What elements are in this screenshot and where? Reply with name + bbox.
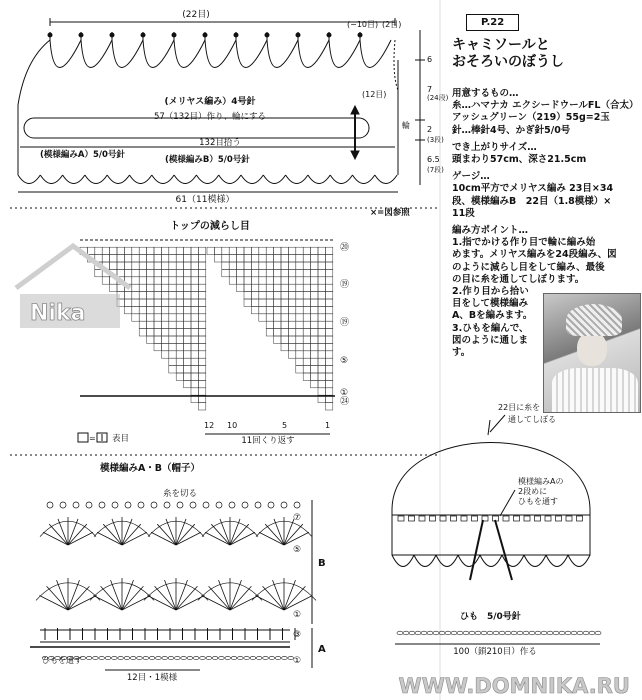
crochet-row-1b: ① <box>293 610 302 620</box>
pattern-a-label: (模様編みA）5/0号針 <box>40 150 125 160</box>
points-line-6: 目をして模様編み <box>452 298 529 310</box>
gauge-line-2: 段、模様編みB 22目（1.8模様）× <box>452 195 612 207</box>
model-photo <box>543 293 641 413</box>
page-number: P.22 <box>466 14 519 31</box>
cord-thread-label: ひもを通す <box>42 656 82 665</box>
title-line-1: キャミソールと <box>452 37 550 53</box>
hat-diagram <box>392 415 590 580</box>
dim-2: 2 <box>427 125 433 134</box>
section-a-label: A <box>318 644 326 655</box>
hat-band-note-2: 2段めに <box>518 487 548 496</box>
stockinette-label: (メリヤス編み）4号針 <box>164 97 256 107</box>
hat-top-note-1: 22目に糸を <box>498 403 541 412</box>
legend-eq: = <box>89 434 96 443</box>
size-value: 頭まわり57cm、深さ21.5cm <box>452 154 587 166</box>
crochet-row-7: ⑦ <box>293 513 302 523</box>
hat-top-note-2: 通してしぼる <box>508 415 556 424</box>
points-heading: 編み方ポイント… <box>452 225 529 237</box>
col-label-12: 12 <box>204 421 215 430</box>
dim-7-rows: (7段) <box>427 166 444 174</box>
minus-ten-label: (−10目) <box>347 20 379 29</box>
crochet-row-1a: ① <box>293 656 302 666</box>
twelve-stitch-label: (12目) <box>362 90 387 99</box>
decrease-ref: ×=図参照 <box>370 208 410 218</box>
cut-yarn-label: 糸を切る <box>162 489 198 499</box>
legend-knit: 表目 <box>112 434 130 444</box>
row-label-24: ㉔ <box>340 397 350 407</box>
points-line-10: す。 <box>452 347 471 359</box>
bottom-width-label: 61（11模様） <box>175 195 235 205</box>
size-heading: でき上がりサイズ… <box>452 141 537 153</box>
row-label-1: ① <box>340 388 349 398</box>
points-line-4: の目に糸を通してしぼります。 <box>452 273 585 285</box>
row-label-20: ⑳ <box>340 243 350 253</box>
nika-watermark <box>8 238 138 338</box>
pick-up-label: 132目拾う <box>199 138 241 148</box>
points-line-2: めます。メリヤス編みを24段編み、図 <box>452 249 617 261</box>
dim-3-rows: (3段) <box>427 136 444 144</box>
col-label-1: 1 <box>325 421 331 430</box>
dim-24: (24段) <box>427 94 449 102</box>
gauge-line-1: 10cm平方でメリヤス編み 23目×34 <box>452 183 614 195</box>
two-stitch-label: (2目) <box>382 20 402 29</box>
materials-color: アッシュグリーン（219）55g=2玉 <box>452 112 610 124</box>
hat-band-note-3: ひもを通す <box>518 497 558 506</box>
dim-6: 6 <box>427 55 433 64</box>
points-line-5: 2.作り目から拾い <box>452 286 529 298</box>
col-label-5: 5 <box>282 421 288 430</box>
title-line-2: おそろいのぼうし <box>452 54 564 70</box>
row-label-19a: ⑲ <box>340 280 350 290</box>
points-line-7: A、Bを編みます。 <box>452 310 533 322</box>
nika-logo-text: Nika <box>30 301 86 326</box>
dim-6-5: 6.5 <box>427 155 440 164</box>
gauge-line-3: 11段 <box>452 207 475 219</box>
crochet-row-3: ③ <box>293 630 302 640</box>
round-label: 輪 <box>402 121 410 130</box>
crochet-row-5: ⑤ <box>293 545 302 555</box>
materials-heading: 用意するもの… <box>452 88 519 99</box>
crochet-chart <box>30 502 316 660</box>
gauge-heading: ゲージ… <box>452 171 490 183</box>
materials-needles: 針…棒針4号、かぎ針5/0号 <box>452 124 571 136</box>
repeat-label: 11回くり返す <box>241 436 295 446</box>
decrease-title: トップの減らし目 <box>170 221 250 232</box>
hat-band-note-1: 模様編みAの <box>518 477 564 486</box>
row-label-19b: ⑲ <box>340 318 350 328</box>
top-width-label: (22目) <box>182 10 210 20</box>
pattern-title: 模様編みA・B（帽子） <box>99 463 201 474</box>
page-header <box>452 14 636 71</box>
materials-yarn: 糸…ハマナカ エクシードウールFL（合太） <box>452 100 639 112</box>
site-watermark: WWW.DOMNIKA.RU <box>398 674 630 698</box>
pattern-b-label: (模様編みB）5/0号針 <box>165 155 250 165</box>
cord-label: ひも 5/0号針 <box>460 612 521 622</box>
col-label-10: 10 <box>227 421 238 430</box>
points-line-8: 3.ひもを編んで、 <box>452 322 529 334</box>
section-b-label: B <box>318 558 326 569</box>
cast-on-label: 57（132目）作り、輪にする <box>153 112 267 122</box>
dim-7: 7 <box>427 85 433 94</box>
cord-length-label: 100（鎖210目）作る <box>453 647 537 657</box>
stitch-repeat-label: 12目・1模様 <box>126 673 178 683</box>
points-line-3: のように減らし目をして編み、最後 <box>452 261 605 273</box>
row-label-5: ⑤ <box>340 356 349 366</box>
points-line-1: 1.指でかける作り目で輪に編み始 <box>452 237 596 249</box>
cord-chain <box>397 631 601 635</box>
points-line-9: 図のように通しま <box>452 334 529 346</box>
